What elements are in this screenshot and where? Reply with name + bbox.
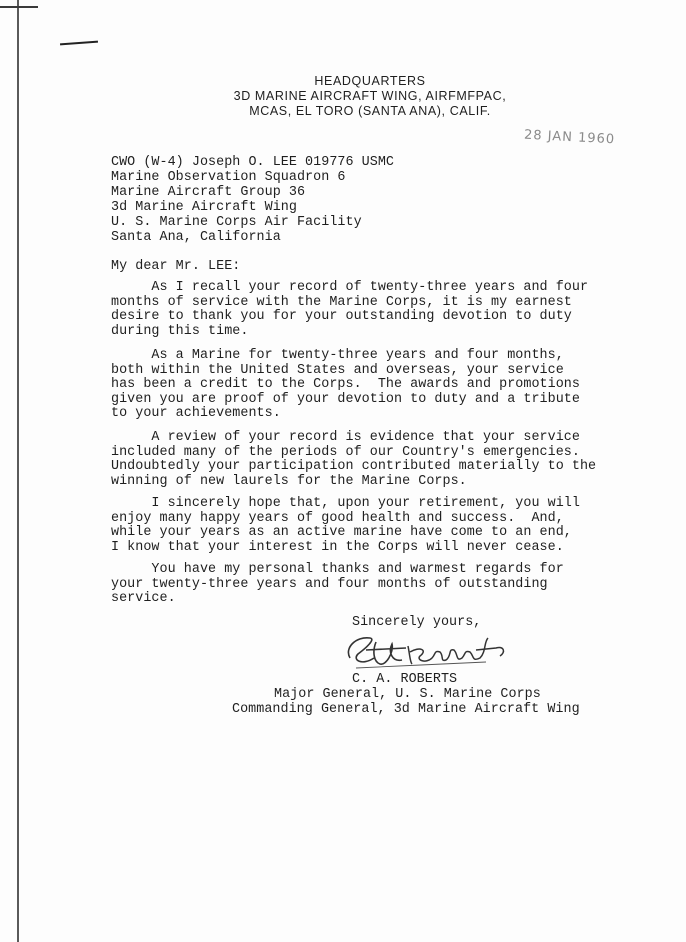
letterhead-line-3: MCAS, EL TORO (SANTA ANA), CALIF. xyxy=(249,104,491,118)
letterhead-line-1: HEADQUARTERS xyxy=(314,74,426,88)
recipient-line-6: Santa Ana, California xyxy=(111,230,281,245)
scan-border xyxy=(17,0,19,942)
closing: Sincerely yours, xyxy=(352,615,482,630)
handwritten-signature xyxy=(336,628,516,672)
signatory-name: C. A. ROBERTS xyxy=(352,672,458,687)
pen-mark xyxy=(60,41,98,46)
recipient-line-1: CWO (W-4) Joseph O. LEE 019776 USMC xyxy=(111,155,394,170)
signatory-title-2: Commanding General, 3d Marine Aircraft Wing xyxy=(232,702,580,717)
scan-border-top xyxy=(0,6,38,8)
date-stamp: 28 JAN 1960 xyxy=(523,127,616,148)
body-paragraph: You have my personal thanks and warmest regards for your twenty-three years and four months of outstanding service. xyxy=(111,562,564,607)
letterhead-line-2: 3D MARINE AIRCRAFT WING, AIRFMFPAC, xyxy=(233,89,507,103)
recipient-line-5: U. S. Marine Corps Air Facility xyxy=(111,215,362,230)
recipient-line-4: 3d Marine Aircraft Wing xyxy=(111,200,297,215)
body-paragraph: A review of your record is evidence that your service included many of the periods of our Country's emergencies. Undoubtedly your participation contributed materially to the winning of new laurels for the Marine Corps. xyxy=(111,430,597,489)
body-paragraph: As a Marine for twenty-three years and four months, both within the United States and overseas, your service has been a credit to the Corps. The awards and promotions given you are proof of your devotion to duty and a tribute to your achievements. xyxy=(111,348,580,422)
body-paragraph: As I recall your record of twenty-three years and four months of service with the Marine Corps, it is my earnest desire to thank you for your outstanding devotion to duty during this time. xyxy=(111,280,589,339)
body-paragraph: I sincerely hope that, upon your retirement, you will enjoy many happy years of good health and success. And, while your years as an active marine have come to an end, I know that your interest in the Corps will never cease. xyxy=(111,496,580,555)
recipient-line-2: Marine Observation Squadron 6 xyxy=(111,170,346,185)
recipient-line-3: Marine Aircraft Group 36 xyxy=(111,185,306,200)
signatory-title-1: Major General, U. S. Marine Corps xyxy=(274,687,541,702)
salutation: My dear Mr. LEE: xyxy=(111,259,241,274)
